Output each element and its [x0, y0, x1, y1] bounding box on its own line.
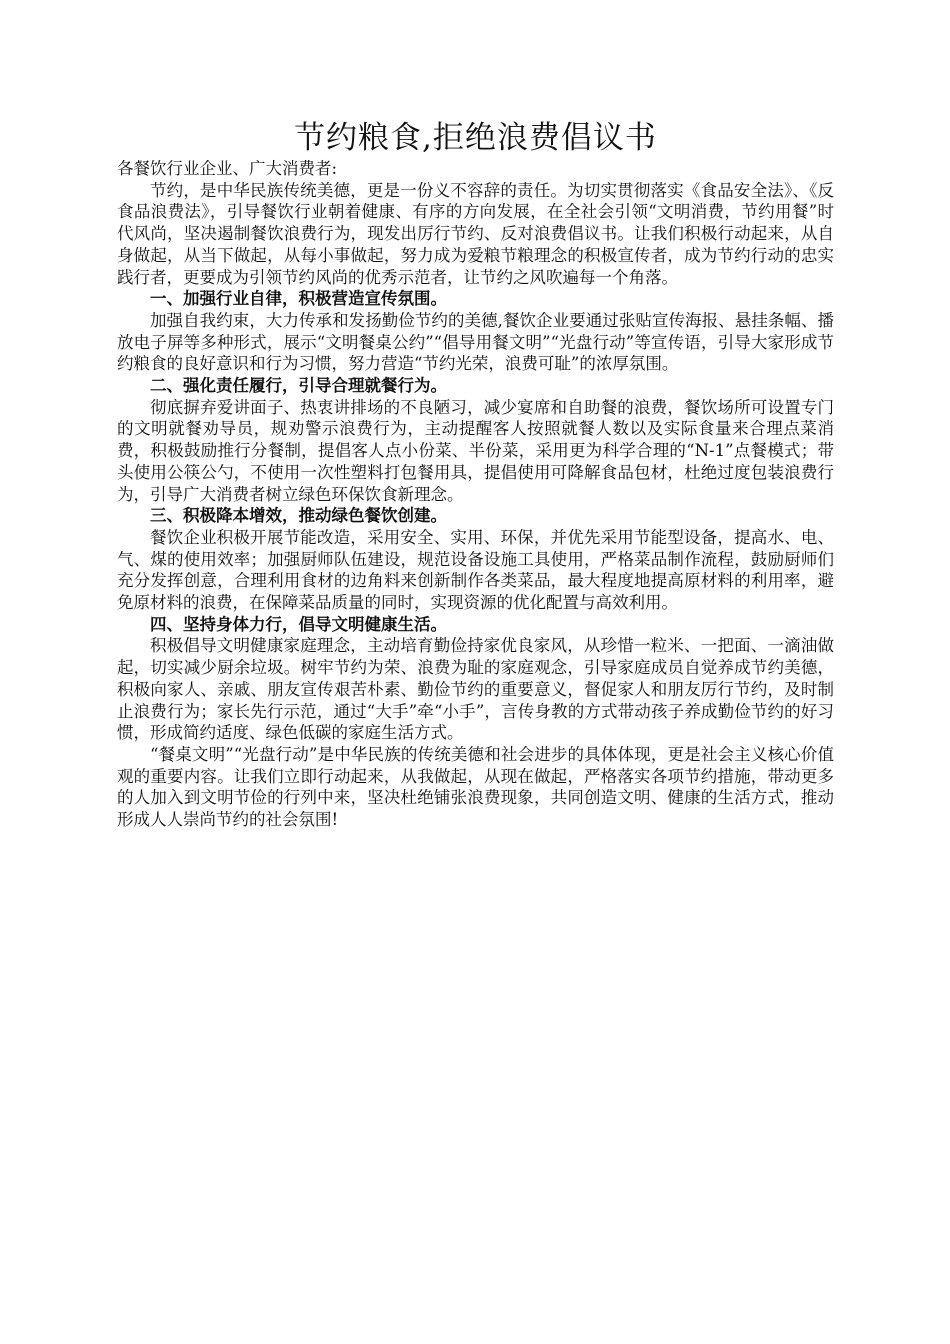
- closing-paragraph: “餐桌文明”“光盘行动”是中华民族的传统美德和社会进步的具体体现，更是社会主义核心价值观的重要内容。让我们立即行动起来，从我做起，从现在做起，严格落实各项节约措施，带动更多的人加入到文明节俭的行列中来，坚决杜绝铺张浪费现象，共同创造文明、健康的生活方式，推动形成人人崇尚节约的社会氛围!: [117, 744, 834, 830]
- document-title: 节约粮食,拒绝浪费倡议书: [294, 120, 657, 156]
- section-body-2: 彻底摒弃爱讲面子、热衷讲排场的不良陋习，减少宴席和自助餐的浪费，餐饮场所可设置专门的文明就餐劝导员，规劝警示浪费行为，主动提醒客人按照就餐人数以及实际食量来合理点菜消费，积极鼓励推行分餐制，提倡客人点小份菜、半份菜，采用更为科学合理的“N-1”点餐模式；带头使用公筷公勺，不使用一次性塑料打包餐用具，提倡使用可降解食品包材，杜绝过度包装浪费行为，引导广大消费者树立绿色环保饮食新理念。: [117, 397, 834, 504]
- document-page: [117, 118, 834, 831]
- section-body-1: 加强自我约束，大力传承和发扬勤俭节约的美德,餐饮企业要通过张贴宣传海报、悬挂条幅、播放电子屏等多种形式，展示“文明餐桌公约”“倡导用餐文明”“光盘行动”等宣传语，引导大家形成节约粮食的良好意识和行为习惯，努力营造“节约光荣，浪费可耻”的浓厚氛围。: [117, 310, 834, 374]
- intro-paragraph: 节约，是中华民族传统美德，更是一份义不容辞的责任。为切实贯彻落实《食品安全法》、《反食品浪费法》，引导餐饮行业朝着健康、有序的方向发展，在全社会引领“文明消费，节约用餐”时代风尚，坚决遏制餐饮浪费行为，现发出厉行节约、反对浪费倡议书。让我们积极行动起来，从自身做起，从当下做起，从每小事做起，努力成为爱粮节粮理念的积极宣传者，成为节约行动的忠实践行者，更要成为引领节约风尚的优秀示范者，让节约之风吹遍每一个角落。: [117, 180, 834, 287]
- section-body-4: 积极倡导文明健康家庭理念，主动培育勤俭持家优良家风，从珍惜一粒米、一把面、一滴油做起，切实减少厨余垃圾。树牢节约为荣、浪费为耻的家庭观念，引导家庭成员自觉养成节约美德，积极向家人、亲戚、朋友宣传艰苦朴素、勤俭节约的重要意义，督促家人和朋友厉行节约，及时制止浪费行为；家长先行示范，通过“大手”牵“小手”，言传身教的方式带动孩子养成勤俭节约的好习惯，形成简约适度、绿色低碳的家庭生活方式。: [117, 636, 834, 743]
- salutation: 各餐饮行业企业、广大消费者:: [117, 159, 338, 178]
- section-heading-3: 三、积极降本增效，推动绿色餐饮创建。: [150, 506, 447, 526]
- section-body-3: 餐饮企业积极开展节能改造，采用安全、实用、环保，并优先采用节能型设备，提高水、电、气、煤的使用效率；加强厨师队伍建设，规范设备设施工具使用，严格菜品制作流程，鼓励厨师们充分发挥创意，合理利用食材的边角料来创新制作各类菜品，最大程度地提高原材料的利用率，避免原材料的浪费，在保障菜品质量的同时，实现资源的优化配置与高效利用。: [117, 527, 834, 613]
- section-heading-1: 一、加强行业自律，积极营造宣传氛围。: [150, 289, 447, 309]
- section-heading-4: 四、坚持身体力行，倡导文明健康生活。: [150, 614, 447, 634]
- section-heading-2: 二、强化责任履行，引导合理就餐行为。: [150, 376, 447, 396]
